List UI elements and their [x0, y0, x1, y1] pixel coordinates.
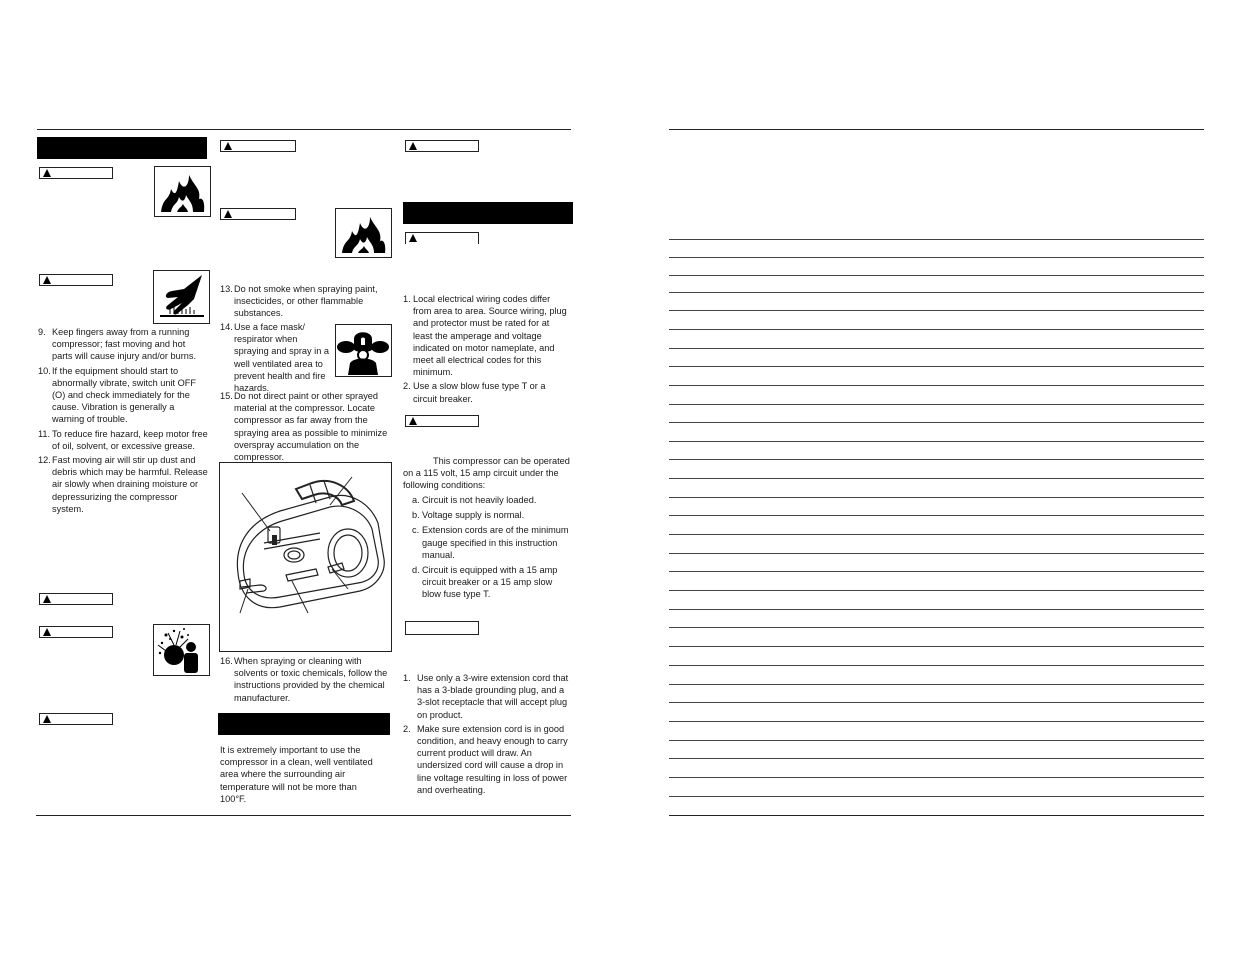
fire-icon [155, 167, 210, 216]
table-row-line [669, 348, 1204, 349]
table-row-line [669, 497, 1204, 498]
middle-column-list-b [220, 390, 390, 465]
table-row-line [669, 515, 1204, 516]
warning-triangle-icon [409, 234, 417, 242]
table-row-line [669, 702, 1204, 703]
explosion-icon-box [153, 624, 210, 676]
warning-triangle-icon [43, 715, 51, 723]
table-row-line [669, 796, 1204, 797]
middle-column-item-14 [220, 321, 334, 396]
warning-label [39, 713, 113, 725]
list-item: c. Extension cords are of the minimum gauge specified in this instruction manual. [412, 525, 569, 560]
table-row-line [669, 721, 1204, 722]
bottom-rule-right [669, 815, 1204, 816]
fire-icon [336, 209, 391, 257]
conditions-list [412, 494, 572, 604]
warning-triangle-icon [43, 169, 51, 177]
warning-triangle-icon [43, 595, 51, 603]
left-column-list [38, 326, 208, 517]
warning-label [405, 140, 479, 152]
warning-label [39, 274, 113, 286]
warning-label [405, 415, 479, 427]
warning-triangle-icon [409, 142, 417, 150]
respirator-icon [336, 325, 391, 376]
list-item: 1. Use only a 3-wire extension cord that has a 3-blade grounding plug, and a 3-slot receptacle that will accept plug on product. [403, 673, 569, 720]
table-row-line [669, 275, 1204, 276]
table-row-line [669, 553, 1204, 554]
warning-triangle-icon [43, 276, 51, 284]
compressor-figure [219, 462, 392, 652]
fire-hazard-icon-box [154, 166, 211, 217]
middle-column-list-a [220, 283, 390, 322]
table-row-line [669, 239, 1204, 240]
table-row-line [669, 758, 1204, 759]
table-row-line [669, 385, 1204, 386]
table-row-line [669, 665, 1204, 666]
compressor-illustration [220, 463, 391, 651]
top-rule-left [37, 129, 571, 130]
fire-hazard-icon-box [335, 208, 392, 258]
respirator-icon-box [335, 324, 392, 377]
table-row-line [669, 777, 1204, 778]
list-item: 1. Local electrical wiring codes differ from area to area. Source wiring, plug and protector must be rated for at least the amperage and voltage indicated on motor nameplate, and meet all electrical codes for this minimum. [403, 294, 567, 378]
list-item: 15. Do not direct paint or other sprayed material at the compressor. Locate compressor as far away from the spraying area as possible to minimize overspray accumulation on the compressor. [220, 391, 388, 463]
table-row-line [669, 590, 1204, 591]
warning-label [220, 140, 296, 152]
table-row-line [669, 478, 1204, 479]
table-row-line [669, 534, 1204, 535]
hand-hot-surface-icon [154, 271, 209, 323]
list-item: d. Circuit is equipped with a 15 amp circuit breaker or a 15 amp slow blow fuse type T. [412, 565, 558, 600]
list-item: a. Circuit is not heavily loaded. [412, 495, 537, 505]
warning-label [39, 593, 113, 605]
table-row-line [669, 366, 1204, 367]
location-paragraph: It is extremely important to use the compressor in a clean, well ventilated area where the surrounding air temperature will not be more than 100°F. [220, 745, 373, 804]
warning-triangle-icon [409, 417, 417, 425]
warning-label [405, 232, 479, 244]
table-row-line [669, 441, 1204, 442]
section-header-bar [37, 137, 207, 159]
list-item: b. Voltage supply is normal. [412, 510, 525, 521]
circuit-paragraph: This compressor can be operated on a 115 volt, 15 amp circuit under the following conditions: [403, 456, 570, 491]
table-row-line [669, 646, 1204, 647]
table-row-line [669, 609, 1204, 610]
table-row-line [669, 459, 1204, 460]
table-row-line [669, 404, 1204, 405]
extension-cord-list [403, 672, 571, 798]
caution-label [405, 621, 479, 635]
list-item: 2. Use a slow blow fuse type T or a circuit breaker. [403, 381, 546, 404]
warning-label [220, 208, 296, 220]
list-item: 13. Do not smoke when spraying paint, insecticides, or other flammable substances. [220, 284, 378, 319]
warning-label [39, 626, 113, 638]
warning-triangle-icon [43, 628, 51, 636]
hot-surface-icon-box [153, 270, 210, 324]
table-row-line [669, 292, 1204, 293]
table-row-line [669, 740, 1204, 741]
list-item: 16. When spraying or cleaning with solvents or toxic chemicals, follow the instructions provided by the chemical manufacturer. [220, 656, 388, 703]
warning-triangle-icon [224, 142, 232, 150]
middle-column-list-c [220, 655, 390, 706]
list-item: 10. If the equipment should start to abnormally vibrate, switch unit OFF (O) and check immediately for the cause. Vibration is generally a warning of trouble. [38, 365, 196, 425]
warning-triangle-icon [224, 210, 232, 218]
list-item: 14. Use a face mask/ respirator when spraying and spray in a well ventilated area to prevent health and fire hazards. [220, 322, 329, 394]
table-row-line [669, 329, 1204, 330]
table-row-line [669, 571, 1204, 572]
list-item: 11. To reduce fire hazard, keep motor free of oil, solvent, or excessive grease. [38, 428, 208, 451]
warning-label [39, 167, 113, 179]
list-item: 2. Make sure extension cord is in good condition, and heavy enough to carry current product will draw. An undersized cord will cause a drop in line voltage resulting in loss of power and overheating. [403, 723, 568, 795]
table-row-line [669, 627, 1204, 628]
explosion-icon [154, 625, 209, 675]
table-row-line [669, 257, 1204, 258]
table-row-line [669, 684, 1204, 685]
table-row-line [669, 422, 1204, 423]
list-item: 12. Fast moving air will stir up dust and debris which may be harmful. Release air slowly when draining moisture or depressurizing the compressor system. [38, 455, 208, 514]
section-header-bar [218, 713, 390, 735]
table-row-line [669, 310, 1204, 311]
top-rule-right [669, 129, 1204, 130]
right-column-list-a [403, 293, 571, 407]
list-item: 9. Keep fingers away from a running compressor; fast moving and hot parts will cause injury and/or burns. [38, 327, 197, 362]
section-header-bar [403, 202, 573, 224]
bottom-rule-left [36, 815, 571, 816]
